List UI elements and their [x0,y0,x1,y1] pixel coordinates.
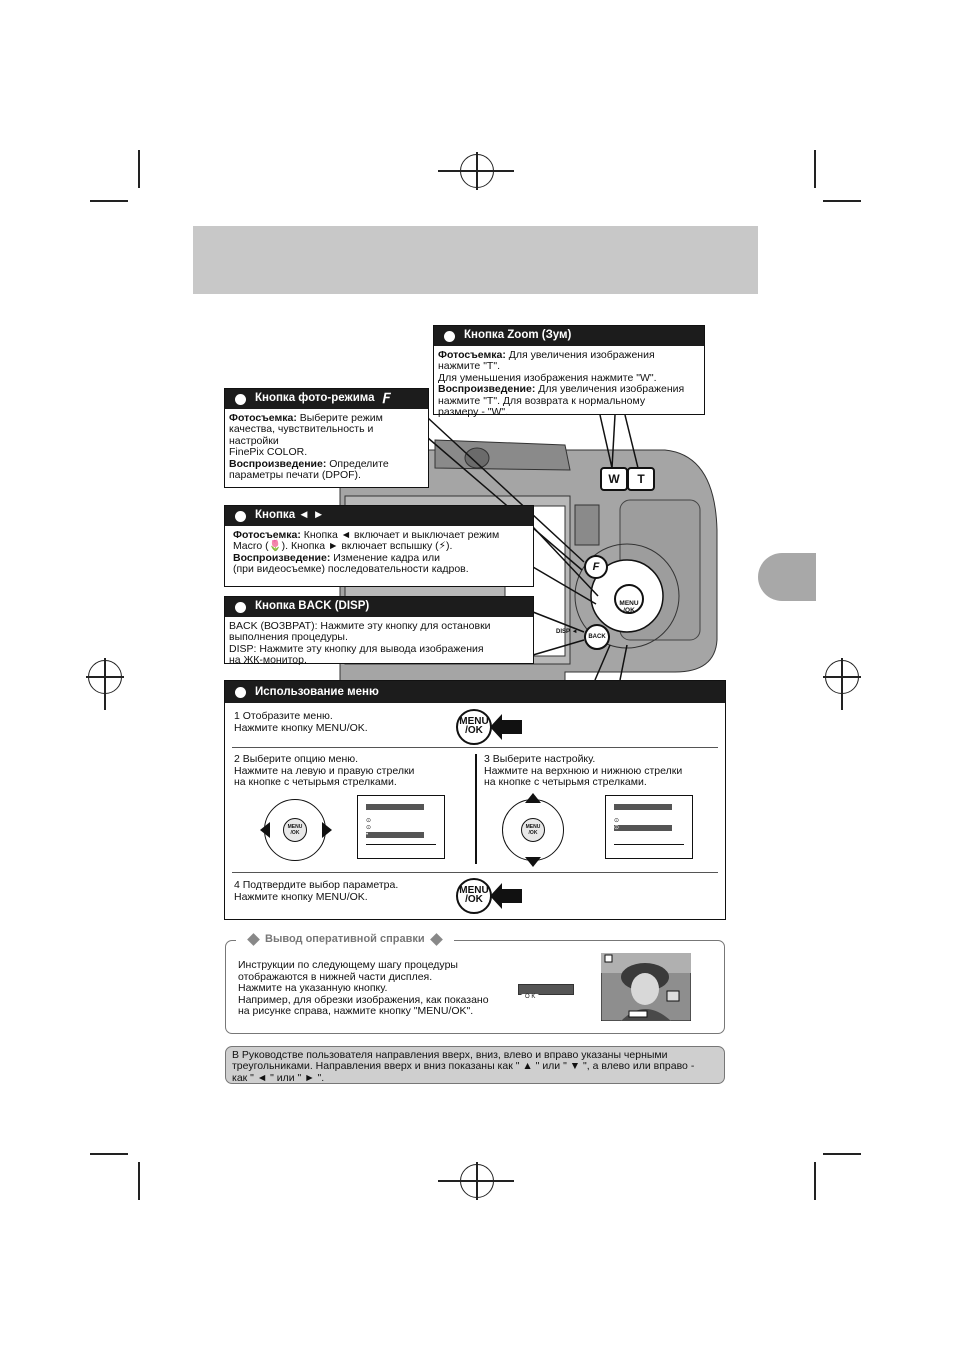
press-arrow-icon [488,880,524,912]
arrows-callout-header [225,506,533,526]
press-arrow-icon [488,711,524,743]
photo-mode-callout-header [225,389,428,409]
lcd-menu-screen [357,795,445,859]
left-right-arrows-icon [258,820,334,840]
zoom-button-callout [433,325,705,419]
lcd-menu-row-selected: • [366,832,424,838]
back-callout-body: BACK (ВОЗВРАТ): Нажмите эту кнопку для остановки выполнения процедуры. DISP: Нажмите эту кнопку для вывода изображения на ЖК-монитор. [229,620,491,667]
ok-guide-bar [518,984,574,1000]
play-text: Определите параметры печати (DPOF). [229,457,389,482]
divider [232,747,718,748]
f-mode-icon: 𝘍 [382,390,391,407]
zoom-w-label: W [608,472,620,486]
lcd-menu-header [614,804,672,810]
menu-step-3: 3 Выберите настройку. Нажмите на верхнюю и нижнюю стрелки на кнопке с четырьмя стрелками. [484,753,683,788]
back-callout-title: Кнопка BACK (DISP) [255,600,370,613]
vertical-divider [475,754,477,864]
pad-center: MENU /OK [521,818,545,842]
play-text: Изменение кадра или (при видеосъемке) последовательности кадров. [233,551,469,576]
diamond-icon [430,933,443,946]
menu-ok-label: MENU /OK [459,885,489,905]
quick-help-title-text: Вывод оперативной справки [265,933,425,945]
lcd-menu-row: ⊙ [366,818,372,824]
ok-guide-label: O K [521,994,539,1001]
menu-ok-label: MENU /OK [459,716,489,736]
pad-center: MENU /OK [283,818,307,842]
play-text: Для увеличения изображения нажмите "T". Для возврата к нормальному размеру - "W". [438,383,685,419]
disp-label: DISP ◄ [556,629,578,635]
back-disp-callout [224,596,534,667]
shoot-text: Кнопка ◄ включает и выключает режим Macro (🌷). Кнопка ► включает вспышку (⚡). [233,529,500,553]
photo-mode-f-label: F [592,561,600,573]
up-down-arrows-icon [523,791,543,869]
zoom-callout-body [434,346,704,418]
back-callout-header [225,597,533,617]
bullet-icon [235,687,246,698]
lcd-menu-footer [614,844,684,853]
portrait-preview-image [601,953,691,1021]
photo-mode-callout [224,388,429,488]
shoot-label: Фотосъемка: [233,529,301,541]
diamond-icon [247,933,260,946]
direction-note-box: В Руководстве пользователя направления вверх, вниз, влево и вправо указаны черными треугольниками. Направления вверх и вниз показаны как " ▲ " или " ▼ ", а влево или вправо - как " ◄ " или " ► ". [225,1046,725,1084]
bullet-icon [235,602,246,613]
lcd-menu-header [366,804,424,810]
bullet-icon [444,331,455,342]
bullet-icon [235,511,246,522]
menu-ok-icon [456,878,492,914]
lcd-menu-screen [605,795,693,859]
arrows-callout-body [225,526,533,576]
shoot-text: Для увеличения изображения нажмите "T". Для уменьшения изображения нажмите "W". [438,349,657,384]
divider [232,872,718,873]
menu-usage-header [225,681,725,703]
back-button-label: BACK [588,634,606,640]
play-label: Воспроизведение: [438,383,536,396]
quick-help-title [236,930,454,948]
lcd-menu-row: ⊙ [366,825,372,831]
menu-ok-icon [456,709,492,745]
arrows-button-callout [224,505,534,587]
menu-step-4: 4 Подтвердите выбор параметра. Нажмите кнопку MENU/OK. [234,879,399,903]
zoom-callout-header [434,326,704,346]
menu-step-1: 1 Отобразите меню. Нажмите кнопку MENU/OK. [234,710,368,734]
photo-mode-callout-body [225,409,428,481]
bullet-icon [235,394,246,405]
photo-mode-callout-title: Кнопка фото-режима [255,392,375,405]
menu-ok-camera-label: MENU /OK [619,600,639,614]
lcd-menu-row-selected: ⊙ [614,825,672,831]
menu-usage-title: Использование меню [255,686,379,698]
lcd-menu-footer [366,844,436,853]
shoot-text: Выберите режим качества, чувствительность и настройки FinePix COLOR. [229,412,383,459]
menu-step-2: 2 Выберите опцию меню. Нажмите на левую и правую стрелки на кнопке с четырьмя стрелками. [234,753,415,788]
lcd-menu-row: ⊙ [614,818,620,824]
shoot-label: Фотосъемка: [229,412,297,424]
arrows-callout-title: Кнопка ◄ ► [255,509,325,522]
shoot-label: Фотосъемка: [438,349,506,361]
quick-help-text: Инструкции по следующему шагу процедуры отображаются в нижней части дисплея. Нажмите на указанную кнопку. Например, для обрезки изображения, как показано на рисунке справа, нажмите кнопку "MENU/OK". [238,959,489,1017]
play-label: Воспроизведение: [233,551,331,564]
zoom-t-label: T [637,472,645,486]
play-label: Воспроизведение: [229,457,327,470]
zoom-callout-title: Кнопка Zoom (Зум) [464,329,572,342]
